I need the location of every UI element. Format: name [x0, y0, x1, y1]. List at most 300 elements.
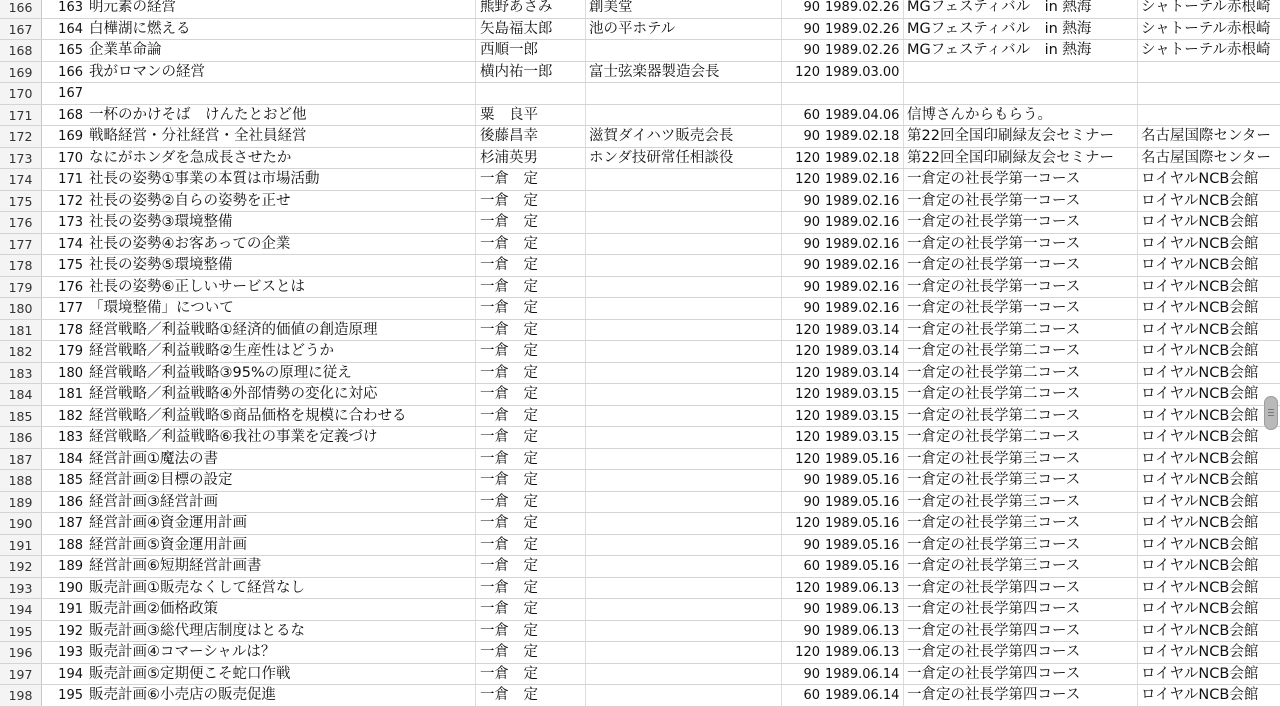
cell-number[interactable]: 191: [58, 602, 83, 617]
cell-minutes[interactable]: 90: [803, 494, 820, 510]
row-header[interactable]: 168: [0, 40, 42, 61]
cell-minutes[interactable]: 90: [803, 666, 820, 682]
cell-organization[interactable]: [586, 470, 782, 491]
cell-venue[interactable]: シャトーテル赤根崎: [1141, 20, 1271, 37]
cell-minutes[interactable]: 60: [803, 688, 820, 703]
cell-date[interactable]: 1989.02.18: [822, 126, 904, 147]
cell-event[interactable]: 第22回全国印刷緑友会セミナー: [904, 148, 1138, 169]
cell-speaker[interactable]: 一倉 定: [476, 212, 586, 233]
row-header[interactable]: 166: [0, 0, 42, 18]
cell-date[interactable]: 1989.02.16: [822, 212, 904, 233]
cell-event[interactable]: 一倉定の社長学第二コース: [904, 363, 1138, 384]
cell-event[interactable]: 一倉定の社長学第一コース: [904, 277, 1138, 298]
cell-date[interactable]: 1989.02.16: [822, 169, 904, 190]
cell-venue[interactable]: ロイヤルNCB会館: [1141, 472, 1259, 488]
cell-minutes[interactable]: 90: [803, 602, 820, 617]
cell-speaker[interactable]: 一倉 定: [476, 406, 586, 427]
row-header[interactable]: 197: [0, 664, 42, 685]
cell-venue[interactable]: ロイヤルNCB会館: [1141, 386, 1259, 402]
cell-speaker[interactable]: 一倉 定: [476, 169, 586, 190]
cell-venue[interactable]: ロイヤルNCB会館: [1141, 536, 1259, 553]
cell-number[interactable]: 171: [58, 172, 83, 187]
cell-event[interactable]: 一倉定の社長学第三コース: [904, 492, 1138, 513]
cell-event[interactable]: 一倉定の社長学第三コース: [904, 470, 1138, 491]
cell-minutes[interactable]: 120: [795, 365, 820, 381]
cell-event[interactable]: 一倉定の社長学第一コース: [904, 298, 1138, 319]
cell-title[interactable]: 販売計画②価格政策: [87, 599, 476, 620]
cell-title[interactable]: 社長の姿勢②自らの姿勢を正せ: [87, 191, 476, 212]
cell-venue[interactable]: ロイヤルNCB会館: [1141, 429, 1259, 445]
cell-number[interactable]: 186: [58, 494, 83, 510]
cell-number[interactable]: 173: [58, 215, 83, 230]
cell-date[interactable]: 1989.03.14: [822, 363, 904, 384]
cell-speaker[interactable]: 一倉 定: [476, 449, 586, 470]
cell-number[interactable]: 180: [58, 365, 83, 381]
cell-title[interactable]: 販売計画⑤定期便こそ蛇口作戦: [87, 664, 476, 685]
cell-speaker[interactable]: 西順一郎: [476, 40, 586, 61]
cell-title[interactable]: 経営戦略／利益戦略⑥我社の事業を定義づけ: [87, 427, 476, 448]
cell-title[interactable]: 経営計画①魔法の書: [87, 449, 476, 470]
cell-event[interactable]: 一倉定の社長学第四コース: [904, 599, 1138, 620]
cell-minutes[interactable]: [782, 83, 822, 104]
cell-event[interactable]: [904, 83, 1138, 104]
cell-date[interactable]: 1989.02.16: [822, 234, 904, 255]
row-header[interactable]: 198: [0, 685, 42, 706]
cell-organization[interactable]: [586, 40, 782, 61]
cell-title[interactable]: 明元素の経営: [87, 0, 476, 18]
cell-minutes[interactable]: 90: [803, 623, 820, 639]
row-header[interactable]: 195: [0, 621, 42, 642]
cell-date[interactable]: 1989.02.26: [822, 0, 904, 18]
cell-venue[interactable]: ロイヤルNCB会館: [1141, 687, 1259, 703]
cell-title[interactable]: 経営戦略／利益戦略②生産性はどうか: [87, 341, 476, 362]
cell-venue[interactable]: ロイヤルNCB会館: [1141, 665, 1259, 682]
cell-event[interactable]: 一倉定の社長学第三コース: [904, 535, 1138, 556]
cell-number[interactable]: 182: [58, 408, 83, 424]
cell-title[interactable]: 社長の姿勢⑤環境整備: [87, 255, 476, 276]
cell-venue[interactable]: ロイヤルNCB会館: [1141, 601, 1259, 617]
row-header[interactable]: 188: [0, 470, 42, 491]
row-header[interactable]: 184: [0, 384, 42, 405]
cell-venue[interactable]: ロイヤルNCB会館: [1141, 343, 1259, 359]
cell-organization[interactable]: [586, 599, 782, 620]
cell-speaker[interactable]: 一倉 定: [476, 513, 586, 534]
cell-speaker[interactable]: 一倉 定: [476, 599, 586, 620]
cell-speaker[interactable]: 一倉 定: [476, 664, 586, 685]
cell-number[interactable]: 195: [58, 688, 83, 703]
cell-minutes[interactable]: 120: [795, 645, 820, 660]
row-header[interactable]: 182: [0, 341, 42, 362]
cell-minutes[interactable]: 120: [795, 451, 820, 467]
vertical-scrollbar-thumb[interactable]: [1264, 396, 1278, 430]
cell-event[interactable]: MGフェスティバル in 熱海: [904, 0, 1138, 18]
cell-venue[interactable]: ロイヤルNCB会館: [1141, 622, 1259, 639]
cell-venue[interactable]: ロイヤルNCB会館: [1141, 364, 1259, 381]
cell-venue[interactable]: ロイヤルNCB会館: [1141, 235, 1259, 252]
cell-speaker[interactable]: 一倉 定: [476, 341, 586, 362]
cell-event[interactable]: 一倉定の社長学第二コース: [904, 384, 1138, 405]
cell-speaker[interactable]: 一倉 定: [476, 191, 586, 212]
cell-venue[interactable]: ロイヤルNCB会館: [1141, 257, 1259, 273]
cell-minutes[interactable]: 90: [803, 129, 820, 144]
cell-title[interactable]: 社長の姿勢①事業の本質は市場活動: [87, 169, 476, 190]
cell-speaker[interactable]: 一倉 定: [476, 621, 586, 642]
cell-number[interactable]: 188: [58, 537, 83, 553]
row-header[interactable]: 181: [0, 320, 42, 341]
cell-organization[interactable]: [586, 277, 782, 298]
cell-title[interactable]: 企業革命論: [87, 40, 476, 61]
cell-organization[interactable]: [586, 513, 782, 534]
cell-minutes[interactable]: 120: [795, 430, 820, 445]
cell-date[interactable]: 1989.03.14: [822, 320, 904, 341]
row-header[interactable]: 178: [0, 255, 42, 276]
cell-speaker[interactable]: 一倉 定: [476, 363, 586, 384]
row-header[interactable]: 185: [0, 406, 42, 427]
cell-venue[interactable]: [1138, 105, 1280, 126]
cell-speaker[interactable]: 杉浦英男: [476, 148, 586, 169]
row-header[interactable]: 193: [0, 578, 42, 599]
cell-venue[interactable]: 名古屋国際センター: [1141, 149, 1271, 166]
cell-venue[interactable]: [1138, 83, 1280, 104]
cell-speaker[interactable]: 一倉 定: [476, 298, 586, 319]
cell-organization[interactable]: [586, 492, 782, 513]
cell-speaker[interactable]: 一倉 定: [476, 234, 586, 255]
cell-number[interactable]: 167: [58, 86, 83, 101]
cell-event[interactable]: MGフェスティバル in 熱海: [904, 19, 1138, 40]
cell-organization[interactable]: [586, 341, 782, 362]
cell-organization[interactable]: [586, 363, 782, 384]
table-row: [0, 363, 1280, 385]
cell-number[interactable]: 181: [58, 387, 83, 402]
cell-venue[interactable]: ロイヤルNCB会館: [1141, 644, 1259, 660]
cell-speaker[interactable]: 一倉 定: [476, 427, 586, 448]
cell-venue[interactable]: シャトーテル赤根崎: [1141, 0, 1271, 15]
cell-date[interactable]: 1989.05.16: [822, 535, 904, 556]
cell-speaker[interactable]: [476, 83, 586, 104]
cell-speaker[interactable]: 横内祐一郎: [476, 62, 586, 83]
cell-number[interactable]: 170: [58, 150, 83, 166]
cell-title[interactable]: 戦略経営・分社経営・全社員経営: [87, 126, 476, 147]
cell-event[interactable]: 一倉定の社長学第四コース: [904, 578, 1138, 599]
cell-minutes[interactable]: 120: [795, 172, 820, 187]
cell-minutes[interactable]: 120: [795, 150, 820, 166]
cell-title[interactable]: 経営戦略／利益戦略⑤商品価格を規模に合わせる: [87, 406, 476, 427]
cell-title[interactable]: 社長の姿勢③環境整備: [87, 212, 476, 233]
row-header[interactable]: 187: [0, 449, 42, 470]
cell-title[interactable]: 販売計画④コマーシャルは？: [87, 642, 476, 663]
cell-organization[interactable]: [586, 642, 782, 663]
cell-number[interactable]: 168: [58, 107, 83, 123]
cell-minutes[interactable]: 120: [795, 322, 820, 338]
cell-number[interactable]: 189: [58, 559, 83, 574]
row-header[interactable]: 169: [0, 62, 42, 83]
cell-venue[interactable]: 名古屋国際センター: [1141, 128, 1271, 144]
row-header[interactable]: 172: [0, 126, 42, 147]
cell-title[interactable]: なにがホンダを急成長させたか: [87, 148, 476, 169]
cell-organization[interactable]: [586, 406, 782, 427]
cell-date[interactable]: 1989.03.15: [822, 427, 904, 448]
cell-organization[interactable]: [586, 384, 782, 405]
cell-date[interactable]: 1989.06.14: [822, 664, 904, 685]
cell-title[interactable]: 経営戦略／利益戦略③95%の原理に従え: [87, 363, 476, 384]
cell-title[interactable]: 一杯のかけそば けんたとおど他: [87, 105, 476, 126]
cell-event[interactable]: 第22回全国印刷緑友会セミナー: [904, 126, 1138, 147]
cell-title[interactable]: 経営計画④資金運用計画: [87, 513, 476, 534]
cell-title[interactable]: 販売計画③総代理店制度はとるな: [87, 621, 476, 642]
cell-date[interactable]: 1989.03.14: [822, 341, 904, 362]
cell-event[interactable]: 一倉定の社長学第二コース: [904, 427, 1138, 448]
cell-venue[interactable]: ロイヤルNCB会館: [1141, 407, 1259, 424]
cell-event[interactable]: 一倉定の社長学第三コース: [904, 513, 1138, 534]
cell-date[interactable]: 1989.03.15: [822, 384, 904, 405]
row-header[interactable]: 189: [0, 492, 42, 513]
cell-event[interactable]: 一倉定の社長学第一コース: [904, 212, 1138, 233]
cell-speaker[interactable]: 熊野あさみ: [476, 0, 586, 18]
cell-organization[interactable]: [586, 449, 782, 470]
cell-number[interactable]: 193: [58, 645, 83, 660]
cell-minutes[interactable]: 90: [803, 279, 820, 295]
cell-number[interactable]: 163: [58, 0, 83, 15]
cell-speaker[interactable]: 後藤昌幸: [476, 126, 586, 147]
cell-minutes[interactable]: 120: [795, 344, 820, 359]
cell-organization[interactable]: 創美堂: [586, 0, 782, 18]
row-header[interactable]: 176: [0, 212, 42, 233]
cell-organization[interactable]: [586, 685, 782, 706]
cell-title[interactable]: 社長の姿勢⑥正しいサービスとは: [87, 277, 476, 298]
cell-organization[interactable]: [586, 427, 782, 448]
cell-venue[interactable]: ロイヤルNCB会館: [1141, 214, 1259, 230]
cell-number[interactable]: 177: [58, 301, 83, 316]
cell-minutes[interactable]: 120: [795, 580, 820, 596]
cell-venue[interactable]: [1138, 62, 1280, 83]
cell-organization[interactable]: [586, 556, 782, 577]
cell-event[interactable]: 一倉定の社長学第一コース: [904, 234, 1138, 255]
row-header[interactable]: 186: [0, 427, 42, 448]
cell-speaker[interactable]: 一倉 定: [476, 578, 586, 599]
cell-organization[interactable]: [586, 212, 782, 233]
cell-organization[interactable]: [586, 169, 782, 190]
row-header[interactable]: 175: [0, 191, 42, 212]
cell-event[interactable]: MGフェスティバル in 熱海: [904, 40, 1138, 61]
cell-title[interactable]: 白樺湖に燃える: [87, 19, 476, 40]
cell-date[interactable]: 1989.05.16: [822, 492, 904, 513]
cell-minutes[interactable]: 90: [803, 0, 820, 15]
cell-title[interactable]: 社長の姿勢④お客あっての企業: [87, 234, 476, 255]
cell-number[interactable]: 164: [58, 21, 83, 37]
cell-minutes[interactable]: 90: [803, 193, 820, 209]
cell-date[interactable]: 1989.02.16: [822, 191, 904, 212]
cell-minutes[interactable]: 90: [803, 43, 820, 58]
cell-date[interactable]: 1989.02.18: [822, 148, 904, 169]
row-header[interactable]: 171: [0, 105, 42, 126]
cell-organization[interactable]: [586, 191, 782, 212]
cell-title[interactable]: 経営計画③経営計画: [87, 492, 476, 513]
cell-date[interactable]: 1989.03.00: [822, 62, 904, 83]
cell-venue[interactable]: ロイヤルNCB会館: [1141, 192, 1259, 209]
cell-number[interactable]: 179: [58, 344, 83, 359]
cell-event[interactable]: [904, 62, 1138, 83]
row-header[interactable]: 170: [0, 83, 42, 104]
cell-date[interactable]: 1989.02.16: [822, 277, 904, 298]
cell-event[interactable]: 一倉定の社長学第三コース: [904, 449, 1138, 470]
cell-date[interactable]: 1989.06.13: [822, 599, 904, 620]
cell-title[interactable]: 我がロマンの経営: [87, 62, 476, 83]
cell-minutes[interactable]: 90: [803, 537, 820, 553]
cell-date[interactable]: 1989.05.16: [822, 556, 904, 577]
cell-organization[interactable]: [586, 234, 782, 255]
cell-number[interactable]: 174: [58, 236, 83, 252]
cell-event[interactable]: 一倉定の社長学第一コース: [904, 255, 1138, 276]
cell-minutes[interactable]: 120: [795, 516, 820, 531]
cell-title[interactable]: [87, 83, 476, 104]
row-header[interactable]: 183: [0, 363, 42, 384]
cell-title[interactable]: 経営計画②目標の設定: [87, 470, 476, 491]
cell-minutes[interactable]: 120: [795, 408, 820, 424]
row-header[interactable]: 177: [0, 234, 42, 255]
row-header[interactable]: 179: [0, 277, 42, 298]
table-row: [0, 298, 1280, 320]
cell-minutes[interactable]: 90: [803, 21, 820, 37]
cell-minutes[interactable]: 90: [803, 473, 820, 488]
cell-venue[interactable]: ロイヤルNCB会館: [1141, 515, 1259, 531]
cell-date[interactable]: 1989.02.16: [822, 298, 904, 319]
cell-event[interactable]: 一倉定の社長学第四コース: [904, 664, 1138, 685]
cell-number[interactable]: 178: [58, 322, 83, 338]
cell-speaker[interactable]: 一倉 定: [476, 642, 586, 663]
cell-event[interactable]: 一倉定の社長学第一コース: [904, 169, 1138, 190]
cell-number[interactable]: 169: [58, 129, 83, 144]
cell-minutes[interactable]: 60: [803, 107, 820, 123]
cell-minutes[interactable]: 90: [803, 258, 820, 273]
cell-event[interactable]: 一倉定の社長学第一コース: [904, 191, 1138, 212]
cell-date[interactable]: 1989.06.14: [822, 685, 904, 706]
cell-organization[interactable]: 池の平ホテル: [586, 19, 782, 40]
cell-number[interactable]: 176: [58, 279, 83, 295]
cell-number[interactable]: 172: [58, 193, 83, 209]
cell-number[interactable]: 190: [58, 580, 83, 596]
cell-date[interactable]: 1989.06.13: [822, 621, 904, 642]
cell-speaker[interactable]: 一倉 定: [476, 470, 586, 491]
cell-title[interactable]: 販売計画⑥小売店の販売促進: [87, 685, 476, 706]
cell-speaker[interactable]: 矢島福太郎: [476, 19, 586, 40]
cell-minutes[interactable]: 60: [803, 559, 820, 574]
cell-date[interactable]: 1989.06.13: [822, 578, 904, 599]
cell-title[interactable]: 経営戦略／利益戦略①経済的価値の創造原理: [87, 320, 476, 341]
cell-organization[interactable]: 滋賀ダイハツ販売会長: [586, 126, 782, 147]
cell-venue[interactable]: ロイヤルNCB会館: [1141, 300, 1259, 316]
cell-number[interactable]: 183: [58, 430, 83, 445]
cell-date[interactable]: 1989.02.26: [822, 19, 904, 40]
row-header[interactable]: 180: [0, 298, 42, 319]
row-header[interactable]: 174: [0, 169, 42, 190]
cell-minutes[interactable]: 90: [803, 236, 820, 252]
cell-date[interactable]: 1989.06.13: [822, 642, 904, 663]
cell-venue[interactable]: シャトーテル赤根崎: [1141, 42, 1271, 58]
cell-venue[interactable]: ロイヤルNCB会館: [1141, 579, 1259, 596]
cell-date[interactable]: 1989.05.16: [822, 449, 904, 470]
cell-venue[interactable]: ロイヤルNCB会館: [1141, 321, 1259, 338]
cell-minutes[interactable]: 90: [803, 301, 820, 316]
cell-speaker[interactable]: 一倉 定: [476, 384, 586, 405]
cell-number[interactable]: 194: [58, 666, 83, 682]
cell-organization[interactable]: [586, 320, 782, 341]
cell-speaker[interactable]: 一倉 定: [476, 685, 586, 706]
cell-event[interactable]: 一倉定の社長学第二コース: [904, 341, 1138, 362]
cell-date[interactable]: 1989.05.16: [822, 470, 904, 491]
cell-venue[interactable]: ロイヤルNCB会館: [1141, 450, 1259, 467]
cell-organization[interactable]: [586, 255, 782, 276]
cell-event[interactable]: 信博さんからもらう。: [904, 105, 1138, 126]
row-header[interactable]: 173: [0, 148, 42, 169]
row-header[interactable]: 194: [0, 599, 42, 620]
cell-event[interactable]: 一倉定の社長学第四コース: [904, 621, 1138, 642]
cell-title[interactable]: 販売計画①販売なくして経営なし: [87, 578, 476, 599]
cell-speaker[interactable]: 一倉 定: [476, 277, 586, 298]
cell-date[interactable]: 1989.02.16: [822, 255, 904, 276]
cell-speaker[interactable]: 粟 良平: [476, 105, 586, 126]
cell-event[interactable]: 一倉定の社長学第四コース: [904, 642, 1138, 663]
cell-number[interactable]: 165: [58, 43, 83, 58]
cell-venue[interactable]: ロイヤルNCB会館: [1141, 278, 1259, 295]
cell-title[interactable]: 「環境整備」について: [87, 298, 476, 319]
cell-speaker[interactable]: 一倉 定: [476, 320, 586, 341]
row-header[interactable]: 191: [0, 535, 42, 556]
cell-minutes[interactable]: 90: [803, 215, 820, 230]
cell-venue[interactable]: ロイヤルNCB会館: [1141, 493, 1259, 510]
cell-venue[interactable]: ロイヤルNCB会館: [1141, 558, 1259, 574]
cell-event[interactable]: 一倉定の社長学第二コース: [904, 320, 1138, 341]
cell-organization[interactable]: [586, 105, 782, 126]
row-header[interactable]: 192: [0, 556, 42, 577]
cell-organization[interactable]: [586, 83, 782, 104]
cell-number[interactable]: 175: [58, 258, 83, 273]
cell-organization[interactable]: [586, 664, 782, 685]
cell-title[interactable]: 経営計画⑤資金運用計画: [87, 535, 476, 556]
cell-event[interactable]: 一倉定の社長学第三コース: [904, 556, 1138, 577]
cell-organization[interactable]: [586, 535, 782, 556]
cell-date[interactable]: 1989.05.16: [822, 513, 904, 534]
cell-organization[interactable]: [586, 621, 782, 642]
cell-event[interactable]: 一倉定の社長学第四コース: [904, 685, 1138, 706]
row-header[interactable]: 167: [0, 19, 42, 40]
cell-date[interactable]: 1989.03.15: [822, 406, 904, 427]
cell-number[interactable]: 166: [58, 64, 83, 80]
row-header[interactable]: 190: [0, 513, 42, 534]
cell-organization[interactable]: 富士弦楽器製造会長: [586, 62, 782, 83]
cell-minutes[interactable]: 120: [795, 64, 820, 80]
cell-date[interactable]: 1989.04.06: [822, 105, 904, 126]
cell-minutes[interactable]: 120: [795, 387, 820, 402]
cell-number[interactable]: 185: [58, 473, 83, 488]
cell-title[interactable]: 経営計画⑥短期経営計画書: [87, 556, 476, 577]
cell-organization[interactable]: ホンダ技研常任相談役: [586, 148, 782, 169]
cell-speaker[interactable]: 一倉 定: [476, 556, 586, 577]
row-header[interactable]: 196: [0, 642, 42, 663]
cell-venue[interactable]: ロイヤルNCB会館: [1141, 171, 1259, 187]
cell-date[interactable]: 1989.02.26: [822, 40, 904, 61]
cell-title[interactable]: 経営戦略／利益戦略④外部情勢の変化に対応: [87, 384, 476, 405]
cell-speaker[interactable]: 一倉 定: [476, 492, 586, 513]
cell-speaker[interactable]: 一倉 定: [476, 255, 586, 276]
cell-date[interactable]: [822, 83, 904, 104]
cell-speaker[interactable]: 一倉 定: [476, 535, 586, 556]
cell-organization[interactable]: [586, 298, 782, 319]
cell-event[interactable]: 一倉定の社長学第二コース: [904, 406, 1138, 427]
cell-number[interactable]: 184: [58, 451, 83, 467]
cell-number[interactable]: 192: [58, 623, 83, 639]
cell-number[interactable]: 187: [58, 516, 83, 531]
cell-organization[interactable]: [586, 578, 782, 599]
